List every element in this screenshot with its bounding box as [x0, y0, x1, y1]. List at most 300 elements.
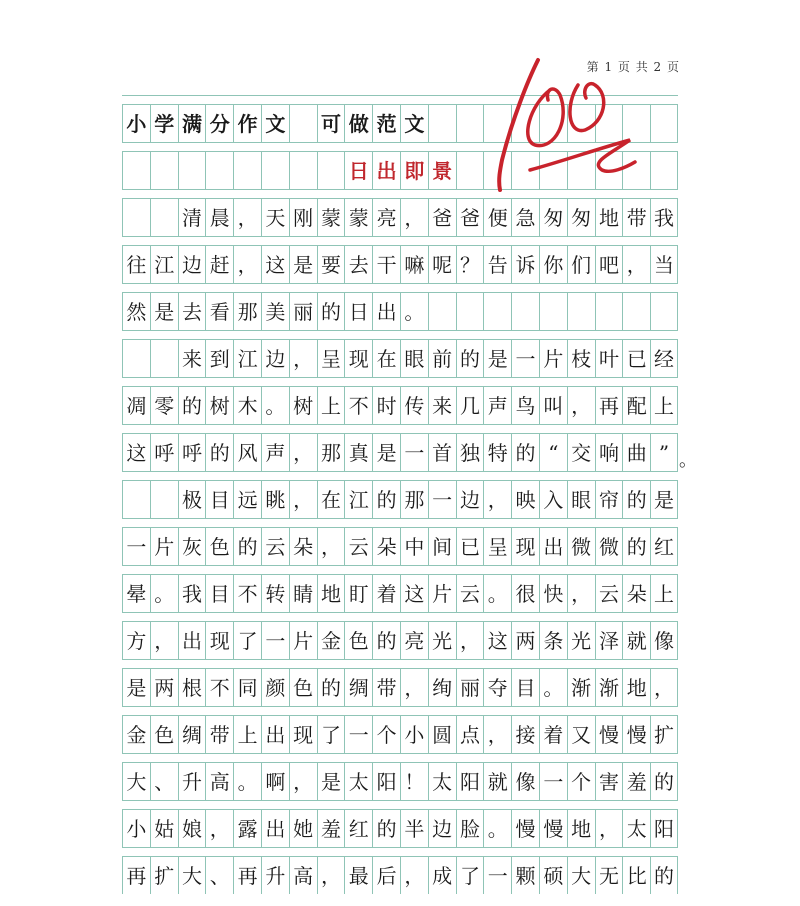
- grid-cell: 曲: [622, 434, 650, 471]
- grid-cell: 的: [205, 434, 233, 471]
- grid-cell: 的: [650, 763, 678, 800]
- grid-row: [122, 471, 678, 518]
- grid-cell: 快: [539, 575, 567, 612]
- grid-cell: ，: [595, 810, 623, 847]
- grid-cell: [122, 340, 150, 377]
- grid-cell: 枝: [567, 340, 595, 377]
- grid-cell: 了: [456, 857, 484, 894]
- grid-cell: 响: [595, 434, 623, 471]
- grid-cell: 江: [150, 246, 178, 283]
- grid-cell: 朵: [289, 528, 317, 565]
- grid-cell: [456, 293, 484, 330]
- grid-cell: 我: [650, 199, 678, 236]
- grid-cell: 要: [317, 246, 345, 283]
- grid-cell: [289, 105, 317, 142]
- grid-cell: 边: [178, 246, 206, 283]
- grid-cell: 红: [344, 810, 372, 847]
- grid-cell: 独: [456, 434, 484, 471]
- grid-cell: [205, 152, 233, 189]
- grid-cell: 片: [539, 340, 567, 377]
- row-separator: [122, 847, 678, 857]
- grid-cell: 就: [622, 622, 650, 659]
- grid-cell: 出: [372, 293, 400, 330]
- grid-cell: 红: [650, 528, 678, 565]
- grid-cell: 的: [511, 434, 539, 471]
- grid-cell: 点: [456, 716, 484, 753]
- grid-cell: 中: [400, 528, 428, 565]
- grid-cell: 可: [317, 105, 345, 142]
- grid-cell: 晨: [205, 199, 233, 236]
- grid-cell: 脸: [456, 810, 484, 847]
- grid-cell: 灰: [178, 528, 206, 565]
- grid-cell: 当: [650, 246, 678, 283]
- grid-cell: 朵: [372, 528, 400, 565]
- grid-cell: 去: [344, 246, 372, 283]
- grid-row: [122, 377, 678, 424]
- grid-cell: 出: [372, 152, 400, 189]
- grid-cell: 晕: [122, 575, 150, 612]
- row-separator: [122, 377, 678, 387]
- page-number: 第 1 页 共 2 页: [586, 60, 680, 74]
- grid-cell: 片: [289, 622, 317, 659]
- grid-cell: [150, 481, 178, 518]
- grid-cell: 爸: [456, 199, 484, 236]
- grid-cell: 。: [400, 293, 428, 330]
- grid-cell: 着: [372, 575, 400, 612]
- grid-cell: 干: [372, 246, 400, 283]
- grid-cell: 两: [150, 669, 178, 706]
- grid-cell: ，: [567, 575, 595, 612]
- grid-cell: 经: [650, 340, 678, 377]
- grid-cell: 就: [483, 763, 511, 800]
- grid-cell: ，: [400, 669, 428, 706]
- grid-cell: [122, 199, 150, 236]
- grid-cell: 目: [511, 669, 539, 706]
- grid-cell: ，: [483, 716, 511, 753]
- grid-cell: 泽: [595, 622, 623, 659]
- grid-cell: 眼: [567, 481, 595, 518]
- grid-cell: [650, 293, 678, 330]
- grid-cell: 夺: [483, 669, 511, 706]
- grid-cell: 色: [205, 528, 233, 565]
- row-separator: [122, 659, 678, 669]
- grid-cell: 叶: [595, 340, 623, 377]
- grid-cell: 像: [511, 763, 539, 800]
- grid-cell: 羞: [317, 810, 345, 847]
- grid-cell: 的: [178, 387, 206, 424]
- grid-cell: ，: [289, 481, 317, 518]
- grid-cell: 最: [344, 857, 372, 894]
- grid-cell: 再: [122, 857, 150, 894]
- grid-cell: 地: [317, 575, 345, 612]
- grid-cell: 一: [261, 622, 289, 659]
- grid-cell: 树: [205, 387, 233, 424]
- grid-cell: 又: [567, 716, 595, 753]
- grid-row: [122, 330, 678, 377]
- grid-cell: 高: [205, 763, 233, 800]
- grid-cell: 是: [150, 293, 178, 330]
- grid-cell: 地: [595, 199, 623, 236]
- row-separator: [122, 612, 678, 622]
- grid-cell: 远: [233, 481, 261, 518]
- grid-cell: 升: [261, 857, 289, 894]
- grid-cell: ，: [483, 481, 511, 518]
- grid-cell: 目: [205, 481, 233, 518]
- grid-cell: [456, 105, 484, 142]
- grid-cell: 已: [622, 340, 650, 377]
- grid-cell: 睛: [289, 575, 317, 612]
- grid-cell: 在: [372, 340, 400, 377]
- grid-cell: [539, 293, 567, 330]
- grid-cell: 小: [122, 105, 150, 142]
- grid-cell: 娘: [178, 810, 206, 847]
- grid-cell: 时: [372, 387, 400, 424]
- grid-cell: 首: [428, 434, 456, 471]
- grid-cell: 。: [539, 669, 567, 706]
- grid-cell: 丽: [289, 293, 317, 330]
- grid-cell: 转: [261, 575, 289, 612]
- grid-cell: 木: [233, 387, 261, 424]
- grid-cell: 接: [511, 716, 539, 753]
- grid-cell: 一: [539, 763, 567, 800]
- grid-cell: 景: [428, 152, 456, 189]
- grid-cell: [595, 293, 623, 330]
- grid-row: [122, 659, 678, 706]
- grid-cell: 阳: [456, 763, 484, 800]
- grid-cell: 方: [122, 622, 150, 659]
- grid-cell: 是: [317, 763, 345, 800]
- grid-cell: 升: [178, 763, 206, 800]
- grid-cell: 特: [483, 434, 511, 471]
- grid-cell: ，: [150, 622, 178, 659]
- grid-cell: 声: [261, 434, 289, 471]
- row-separator: [122, 518, 678, 528]
- grid-cell: 啊: [261, 763, 289, 800]
- grid-row: [122, 424, 697, 471]
- grid-cell: 极: [178, 481, 206, 518]
- grid-cell: 去: [178, 293, 206, 330]
- grid-cell: 蒙: [344, 199, 372, 236]
- grid-cell: 日: [344, 152, 372, 189]
- grid-cell: 一: [428, 481, 456, 518]
- grid-cell: 露: [233, 810, 261, 847]
- grid-cell: 前: [428, 340, 456, 377]
- grid-cell: 一: [483, 857, 511, 894]
- grid-cell: 的: [622, 481, 650, 518]
- grid-cell: 太: [622, 810, 650, 847]
- grid-cell: 片: [428, 575, 456, 612]
- grid-cell: 的: [233, 528, 261, 565]
- grid-cell: 呼: [150, 434, 178, 471]
- grid-cell: 即: [400, 152, 428, 189]
- grid-cell: [650, 152, 678, 189]
- grid-cell: 你: [539, 246, 567, 283]
- grid-cell: 阳: [372, 763, 400, 800]
- grid-cell: 赶: [205, 246, 233, 283]
- grid-cell: 不: [205, 669, 233, 706]
- grid-cell: 根: [178, 669, 206, 706]
- grid-cell: 是: [483, 340, 511, 377]
- grid-cell: 那: [317, 434, 345, 471]
- grid-cell: [622, 293, 650, 330]
- grid-cell: 带: [372, 669, 400, 706]
- grid-cell: 个: [372, 716, 400, 753]
- grid-cell: ，: [317, 857, 345, 894]
- grid-cell: 的: [372, 622, 400, 659]
- grid-cell: 在: [317, 481, 345, 518]
- grid-cell: 无: [595, 857, 623, 894]
- grid-cell: 成: [428, 857, 456, 894]
- grid-cell: 天: [261, 199, 289, 236]
- grid-cell: 上: [650, 387, 678, 424]
- grid-cell: 刚: [289, 199, 317, 236]
- grid-cell: 的: [317, 669, 345, 706]
- grid-cell: 是: [650, 481, 678, 518]
- grid-cell: 出: [539, 528, 567, 565]
- grid-cell: 来: [178, 340, 206, 377]
- grid-cell: ，: [233, 199, 261, 236]
- grid-cell: [150, 199, 178, 236]
- red-100-score-mark: [490, 50, 640, 200]
- grid-cell: 现: [511, 528, 539, 565]
- grid-cell: 的: [317, 293, 345, 330]
- grid-cell: 阳: [650, 810, 678, 847]
- grid-cell: 的: [372, 810, 400, 847]
- grid-cell: 那: [233, 293, 261, 330]
- grid-cell: 同: [233, 669, 261, 706]
- grid-cell: ”: [650, 434, 678, 471]
- grid-cell: 这: [122, 434, 150, 471]
- grid-cell: 交: [567, 434, 595, 471]
- grid-cell: 、: [205, 857, 233, 894]
- grid-cell: 色: [289, 669, 317, 706]
- grid-cell: [650, 105, 678, 142]
- grid-cell: 学: [150, 105, 178, 142]
- grid-cell: 再: [233, 857, 261, 894]
- grid-cell: 半: [400, 810, 428, 847]
- grid-cell: 间: [428, 528, 456, 565]
- grid-cell: 鸟: [511, 387, 539, 424]
- grid-cell: 个: [567, 763, 595, 800]
- grid-cell: 微: [595, 528, 623, 565]
- grid-cell: 几: [456, 387, 484, 424]
- grid-cell: 呼: [178, 434, 206, 471]
- grid-cell: 来: [428, 387, 456, 424]
- grid-cell: 然: [122, 293, 150, 330]
- grid-cell: 亮: [372, 199, 400, 236]
- row-separator: [122, 236, 678, 246]
- row-separator: [122, 565, 678, 575]
- grid-cell: [428, 105, 456, 142]
- grid-cell: [261, 152, 289, 189]
- grid-cell: ，: [400, 199, 428, 236]
- grid-cell: 了: [233, 622, 261, 659]
- grid-cell: 光: [428, 622, 456, 659]
- grid-cell: 范: [372, 105, 400, 142]
- grid-cell: 这: [261, 246, 289, 283]
- grid-cell: 我: [178, 575, 206, 612]
- grid-cell: 再: [595, 387, 623, 424]
- grid-cell: 的: [650, 857, 678, 894]
- grid-cell: 的: [456, 340, 484, 377]
- grid-cell: ，: [317, 528, 345, 565]
- grid-cell: 带: [205, 716, 233, 753]
- grid-row: [122, 283, 678, 330]
- grid-cell: 。: [261, 387, 289, 424]
- grid-cell: 渐: [595, 669, 623, 706]
- grid-cell: 硕: [539, 857, 567, 894]
- grid-cell: 金: [122, 716, 150, 753]
- grid-cell: 树: [289, 387, 317, 424]
- grid-cell: 凋: [122, 387, 150, 424]
- grid-cell: 渐: [567, 669, 595, 706]
- grid-cell: 是: [372, 434, 400, 471]
- grid-cell: ，: [650, 669, 678, 706]
- grid-row: [122, 706, 678, 753]
- grid-cell: 亮: [400, 622, 428, 659]
- row-separator: [122, 706, 678, 716]
- grid-cell: 后: [372, 857, 400, 894]
- grid-cell: 地: [567, 810, 595, 847]
- grid-cell: 帘: [595, 481, 623, 518]
- grid-cell: 到: [205, 340, 233, 377]
- grid-cell: [178, 152, 206, 189]
- grid-cell: 。: [233, 763, 261, 800]
- grid-cell: [317, 152, 345, 189]
- row-separator: [122, 753, 678, 763]
- grid-cell: 的: [622, 528, 650, 565]
- grid-cell: 这: [400, 575, 428, 612]
- grid-cell: 绸: [178, 716, 206, 753]
- grid-cell: 出: [261, 810, 289, 847]
- grid-cell: 一: [400, 434, 428, 471]
- grid-cell: 日: [344, 293, 372, 330]
- grid-cell: 告: [483, 246, 511, 283]
- grid-cell: 慢: [622, 716, 650, 753]
- grid-cell: 上: [650, 575, 678, 612]
- grid-cell: 云: [261, 528, 289, 565]
- grid-cell: 零: [150, 387, 178, 424]
- grid-cell: 大: [178, 857, 206, 894]
- grid-cell: 声: [483, 387, 511, 424]
- grid-row: [122, 847, 678, 894]
- grid-cell: 色: [344, 622, 372, 659]
- grid-cell: 颗: [511, 857, 539, 894]
- grid-cell: 文: [261, 105, 289, 142]
- grid-cell: 扩: [650, 716, 678, 753]
- grid-cell: 边: [428, 810, 456, 847]
- grid-cell: 映: [511, 481, 539, 518]
- grid-cell: 是: [289, 246, 317, 283]
- grid-cell: 眺: [261, 481, 289, 518]
- grid-cell: 高: [289, 857, 317, 894]
- grid-cell: 叫: [539, 387, 567, 424]
- grid-cell: ，: [400, 857, 428, 894]
- grid-cell: 满: [178, 105, 206, 142]
- grid-cell: [150, 152, 178, 189]
- grid-cell: 上: [317, 387, 345, 424]
- grid-cell: ！: [400, 763, 428, 800]
- grid-cell: 便: [483, 199, 511, 236]
- grid-cell: 不: [344, 387, 372, 424]
- grid-cell: ，: [289, 763, 317, 800]
- grid-cell: 云: [456, 575, 484, 612]
- grid-cell: 很: [511, 575, 539, 612]
- grid-cell: 害: [595, 763, 623, 800]
- grid-row: [122, 565, 678, 612]
- grid-row: [122, 753, 678, 800]
- grid-cell: 目: [205, 575, 233, 612]
- grid-cell: 的: [372, 481, 400, 518]
- grid-cell: 文: [400, 105, 428, 142]
- row-separator: [122, 800, 678, 810]
- grid-cell: 现: [205, 622, 233, 659]
- grid-cell: [567, 293, 595, 330]
- grid-cell: 云: [595, 575, 623, 612]
- grid-cell: 吧: [595, 246, 623, 283]
- overflow-punctuation: 。: [679, 450, 697, 471]
- grid-row: [122, 800, 678, 847]
- grid-cell: 往: [122, 246, 150, 283]
- grid-cell: ，: [456, 622, 484, 659]
- grid-cell: 她: [289, 810, 317, 847]
- grid-cell: 一: [344, 716, 372, 753]
- grid-cell: 上: [233, 716, 261, 753]
- grid-cell: 清: [178, 199, 206, 236]
- grid-cell: 盯: [344, 575, 372, 612]
- grid-cell: 现: [344, 340, 372, 377]
- grid-row: [122, 236, 678, 283]
- grid-cell: [289, 152, 317, 189]
- grid-cell: ，: [205, 810, 233, 847]
- row-separator: [122, 471, 678, 481]
- grid-cell: “: [539, 434, 567, 471]
- grid-cell: 光: [567, 622, 595, 659]
- grid-cell: [122, 152, 150, 189]
- grid-cell: ？: [456, 246, 484, 283]
- grid-cell: 丽: [456, 669, 484, 706]
- writing-grid: [122, 95, 697, 894]
- grid-cell: 这: [483, 622, 511, 659]
- grid-cell: 一: [122, 528, 150, 565]
- grid-cell: 匆: [567, 199, 595, 236]
- grid-cell: 呈: [483, 528, 511, 565]
- grid-cell: 比: [622, 857, 650, 894]
- grid-cell: 嘛: [400, 246, 428, 283]
- grid-cell: ，: [567, 387, 595, 424]
- grid-cell: 太: [428, 763, 456, 800]
- grid-cell: 带: [622, 199, 650, 236]
- grid-cell: 、: [150, 763, 178, 800]
- grid-cell: 分: [205, 105, 233, 142]
- grid-cell: 美: [261, 293, 289, 330]
- grid-cell: 已: [456, 528, 484, 565]
- grid-cell: 呈: [317, 340, 345, 377]
- grid-cell: 现: [289, 716, 317, 753]
- grid-cell: ，: [289, 434, 317, 471]
- grid-cell: 传: [400, 387, 428, 424]
- grid-cell: 了: [317, 716, 345, 753]
- grid-cell: 两: [511, 622, 539, 659]
- grid-cell: 大: [122, 763, 150, 800]
- grid-cell: [233, 152, 261, 189]
- grid-cell: 呢: [428, 246, 456, 283]
- grid-cell: 朵: [622, 575, 650, 612]
- grid-cell: 江: [344, 481, 372, 518]
- grid-cell: 小: [122, 810, 150, 847]
- grid-cell: [122, 481, 150, 518]
- row-separator: [122, 283, 678, 293]
